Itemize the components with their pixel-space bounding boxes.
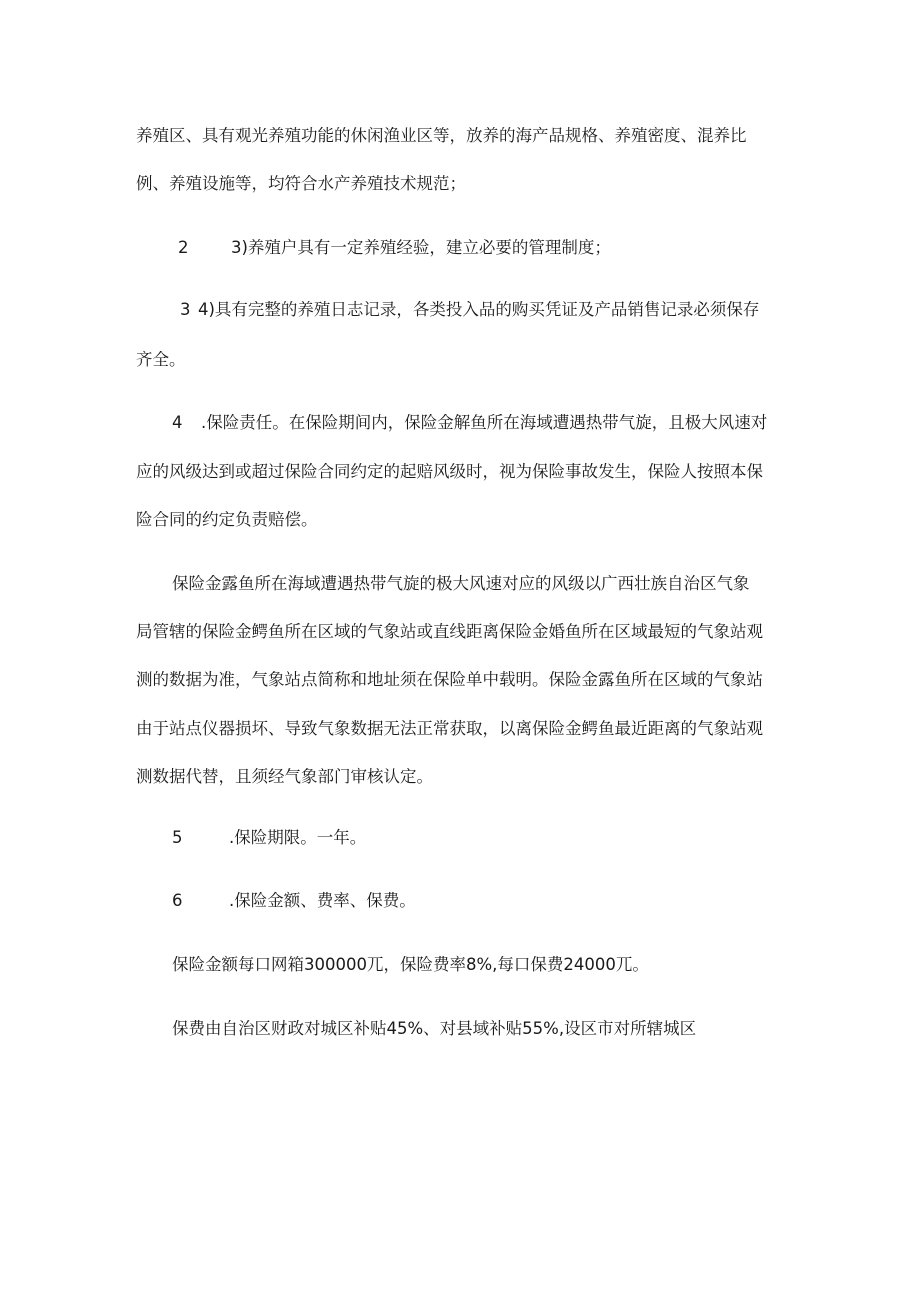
paragraph-line: 养殖区、具有观光养殖功能的休闲渔业区等，放养的海产品规格、养殖密度、混养比 xyxy=(136,126,747,145)
paragraph-line: 险合同的约定负责赔偿。 xyxy=(136,510,318,529)
paragraph-line: 保险金额每口网箱300000兀，保险费率8%,每口保费24000兀。 xyxy=(172,955,649,974)
paragraph-line: .保险期限。一年。 xyxy=(229,828,367,847)
paragraph-line: 齐全。 xyxy=(136,350,186,369)
item-number: 5 xyxy=(172,828,183,847)
item-number: 3 xyxy=(180,300,191,319)
paragraph-line: 保费由自治区财政对城区补贴45%、对县域补贴55%,设区市对所辖城区 xyxy=(172,1019,697,1038)
item-number: 6 xyxy=(172,891,183,910)
item-number: 2 xyxy=(178,238,189,257)
item-number: 4 xyxy=(172,413,183,432)
paragraph-line: 测的数据为准，气象站点简称和地址须在保险单中载明。保险金露鱼所在区域的气象站 xyxy=(136,670,763,689)
paragraph-line: 例、养殖设施等，均符合水产养殖技术规范； xyxy=(136,174,466,193)
paragraph-line: .保险责任。在保险期间内，保险金解鱼所在海域遭遇热带气旋，且极大风速对 xyxy=(201,413,768,432)
paragraph-line: 测数据代替，且须经气象部门审核认定。 xyxy=(136,767,433,786)
paragraph-line: 保险金露鱼所在海域遭遇热带气旋的极大风速对应的风级以广西壮族自治区气象 xyxy=(172,574,750,593)
paragraph-line: 3)养殖户具有一定养殖经验，建立必要的管理制度； xyxy=(231,238,611,257)
paragraph-line: .保险金额、费率、保费。 xyxy=(229,891,416,910)
paragraph-line: 局管辖的保险金鳄鱼所在区域的气象站或直线距离保险金婚鱼所在区域最短的气象站观 xyxy=(136,622,763,641)
paragraph-line: 4)具有完整的养殖日志记录，各类投入品的购买凭证及产品销售记录必须保存 xyxy=(198,300,760,319)
paragraph-line: 应的风级达到或超过保险合同约定的起赔风级时，视为保险事故发生，保险人按照本保 xyxy=(136,462,763,481)
paragraph-line: 由于站点仪器损坏、导致气象数据无法正常获取，以离保险金鳄鱼最近距离的气象站观 xyxy=(136,719,763,738)
